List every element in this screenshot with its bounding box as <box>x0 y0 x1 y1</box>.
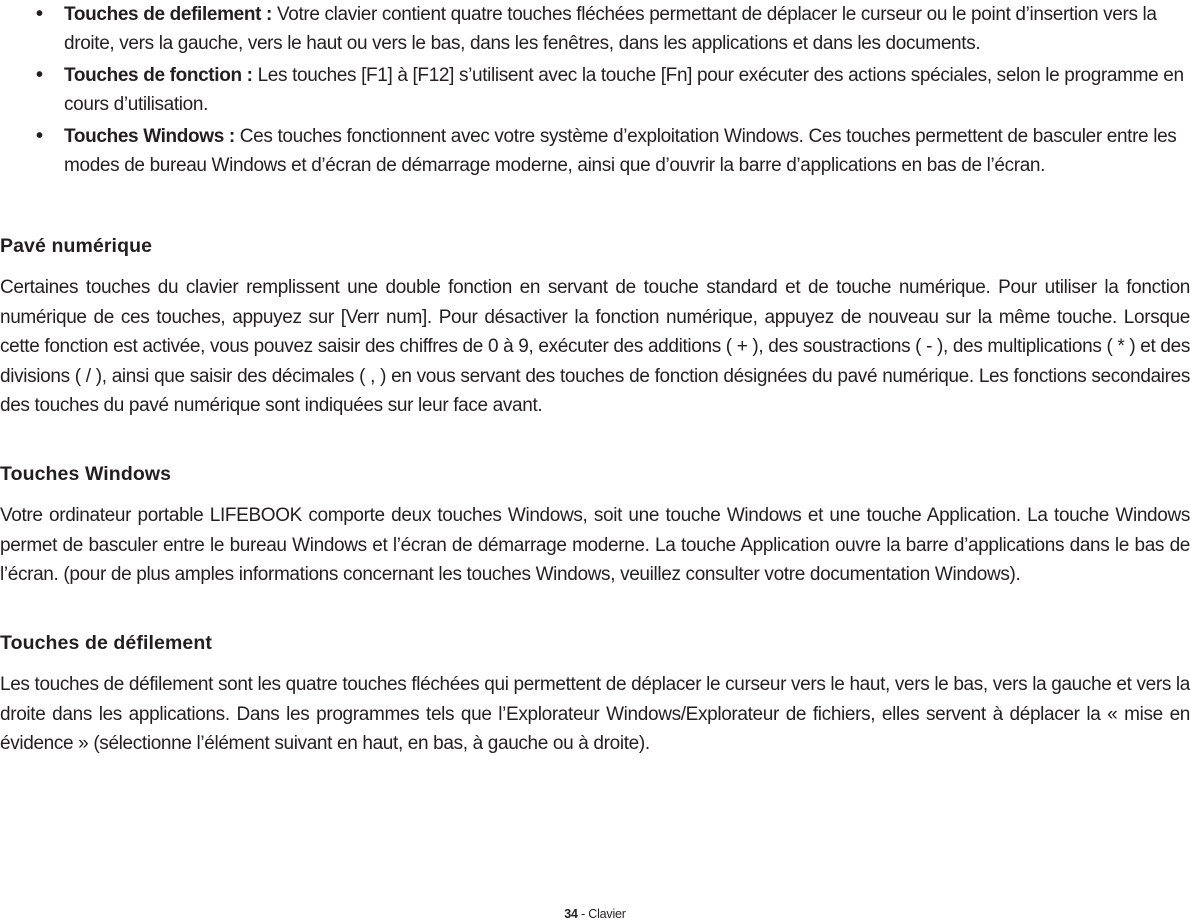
bullet-icon: • <box>36 125 43 147</box>
section-heading-windows-keys: Touches Windows <box>0 463 172 485</box>
bullet-item-windows-keys <box>36 122 1188 180</box>
bullet-icon: • <box>36 3 43 25</box>
bullet-term: Touches de fonction : <box>64 65 253 86</box>
section-body-scroll-keys: Les touches de défilement sont les quatre touches fléchées qui permettent de déplacer le curseur vers le haut, vers le bas, vers la gauche et vers la droite dans les applications. Dans les programmes tels que l’Explorateur Windows/Explorateur de fichiers, elles servent à déplacer la « mise en évidence » (sélectionne l’élément suivant en haut, en bas, à gauche ou à droite). <box>0 674 1190 754</box>
bullet-text: Les touches [F1] à [F12] s’utilisent avec la touche [Fn] pour exécuter des actions spéciales, selon le programme en cours d’utilisation. <box>64 65 1184 115</box>
chapter-name: Clavier <box>588 907 626 921</box>
footer-separator: - <box>577 907 589 921</box>
bullet-icon: • <box>36 64 43 86</box>
bullet-term: Touches Windows : <box>64 126 235 147</box>
section-heading-numeric-keypad: Pavé numérique <box>0 235 153 257</box>
page-number: 34 <box>564 907 578 921</box>
bullet-list <box>36 0 1188 183</box>
bullet-text: Ces touches fonctionnent avec votre système d’exploitation Windows. Ces touches permettent de basculer entre les modes de bureau Windows et d’écran de démarrage moderne, ainsi que d’ouvrir la barre d’applications en bas de l’écran. <box>64 126 1177 176</box>
bullet-text: Votre clavier contient quatre touches fléchées permettant de déplacer le curseur ou le point d’insertion vers la droite, vers la gauche, vers le haut ou vers le bas, dans les fenêtres, dans les applications et dans les documents. <box>64 4 1157 54</box>
section-heading-scroll-keys: Touches de défilement <box>0 632 212 654</box>
bullet-term: Touches de defilement : <box>64 4 273 25</box>
page-footer <box>0 905 1190 923</box>
bullet-item-scroll-keys <box>36 0 1188 58</box>
section-body-numeric-keypad: Certaines touches du clavier remplissent une double fonction en servant de touche standard et de touche numérique. Pour utiliser la fonction numérique de ces touches, appuyez sur [Verr num]. Pour désactiver la fonction numérique, appuyez de nouveau sur la même touche. Lorsque cette fonction est activée, vous pouvez saisir des chiffres de 0 à 9, exécuter des additions ( + ), des soustractions ( - ), des multiplications ( * ) et des divisions ( / ), ainsi que saisir des décimales ( , ) en vous servant des touches de fonction désignées du pavé numérique. Les fonctions secondaires des touches du pavé numérique sont indiquées sur leur face avant. <box>0 277 1190 416</box>
bullet-item-function-keys <box>36 61 1188 119</box>
section-body-windows-keys: Votre ordinateur portable LIFEBOOK comporte deux touches Windows, soit une touche Windows et une touche Application. La touche Windows permet de basculer entre le bureau Windows et l’écran de démarrage moderne. La touche Application ouvre la barre d’applications dans le bas de l’écran. (pour de plus amples informations concernant les touches Windows, veuillez consulter votre documentation Windows). <box>0 505 1190 585</box>
